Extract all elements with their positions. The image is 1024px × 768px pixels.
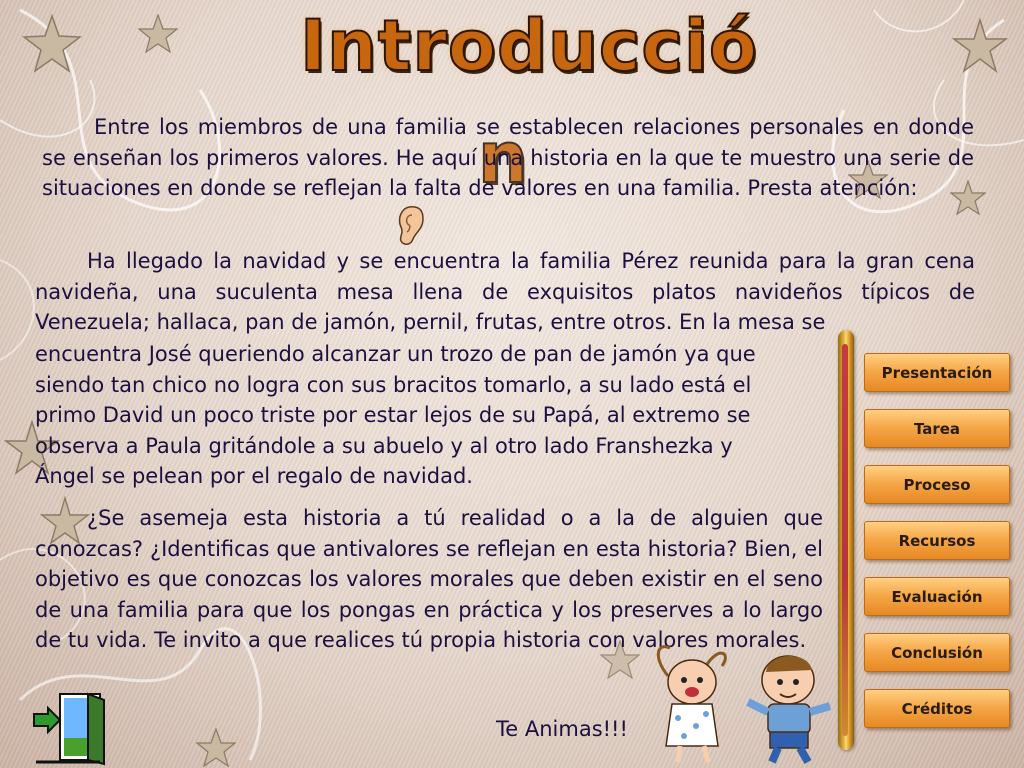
star-icon <box>196 728 236 768</box>
exit-door-icon[interactable] <box>30 688 108 766</box>
star-icon <box>22 14 82 74</box>
page-title-line2: n <box>478 117 528 199</box>
intro-paragraph-1 <box>42 112 974 204</box>
closing-text: Te Animas!!! <box>496 717 628 741</box>
nav-button-presentacion[interactable]: Presentación <box>864 353 1010 392</box>
intro-paragraph-2-top <box>35 246 975 338</box>
star-icon <box>138 14 178 54</box>
nav-button-proceso[interactable]: Proceso <box>864 465 1010 504</box>
decorative-bar <box>838 330 854 750</box>
star-icon <box>952 18 1008 74</box>
children-illustration <box>648 636 838 766</box>
intro-paragraph-1-text: Entre los miembros de una familia se establecen relaciones personales en donde se enseñan los primeros valores. He aquí una historia en la que te muestro una serie de situaciones en donde se reflejan la falta de valores en una familia. Presta atención: <box>42 115 974 200</box>
intro-paragraph-2-bottom: encuentra José queriendo alcanzar un trozo de pan de jamón ya que siendo tan chico no logra con sus bracitos tomarlo, a su lado está el primo David un poco triste por estar lejos de su Papá, al extremo se observa a Paula gritándole a su abuelo y al otro lado Franshezka y Ángel se pelean por el regalo de navidad. <box>35 342 756 488</box>
nav-button-evaluacion[interactable]: Evaluación <box>864 577 1010 616</box>
intro-paragraph-3 <box>35 503 823 656</box>
nav-button-conclusion[interactable]: Conclusión <box>864 633 1010 672</box>
intro-paragraph-3-text: ¿Se asemeja esta historia a tú realidad o a la de alguien que conozcas? ¿Identificas que antivalores se reflejan en esta historia? Bien, el objetivo es que conozcas los valores morales que deben existir en el seno de una familia para que los pongas en práctica y los preserves a lo largo de tu vida. Te invito a que realices tú propia historia con valores morales. <box>35 506 823 652</box>
page-title-line1: Introducció <box>300 5 758 87</box>
nav-button-tarea[interactable]: Tarea <box>864 409 1010 448</box>
intro-paragraph-2-top-text: Ha llegado la navidad y se encuentra la familia Pérez reunida para la gran cena navideña, una suculenta mesa llena de exquisitos platos navideños típicos de Venezuela; hallaca, pan de jamón, pernil, frutas, entre otros. En la mesa se <box>35 249 975 334</box>
nav-button-recursos[interactable]: Recursos <box>864 521 1010 560</box>
ear-icon <box>393 203 427 247</box>
nav-button-creditos[interactable]: Créditos <box>864 689 1010 728</box>
